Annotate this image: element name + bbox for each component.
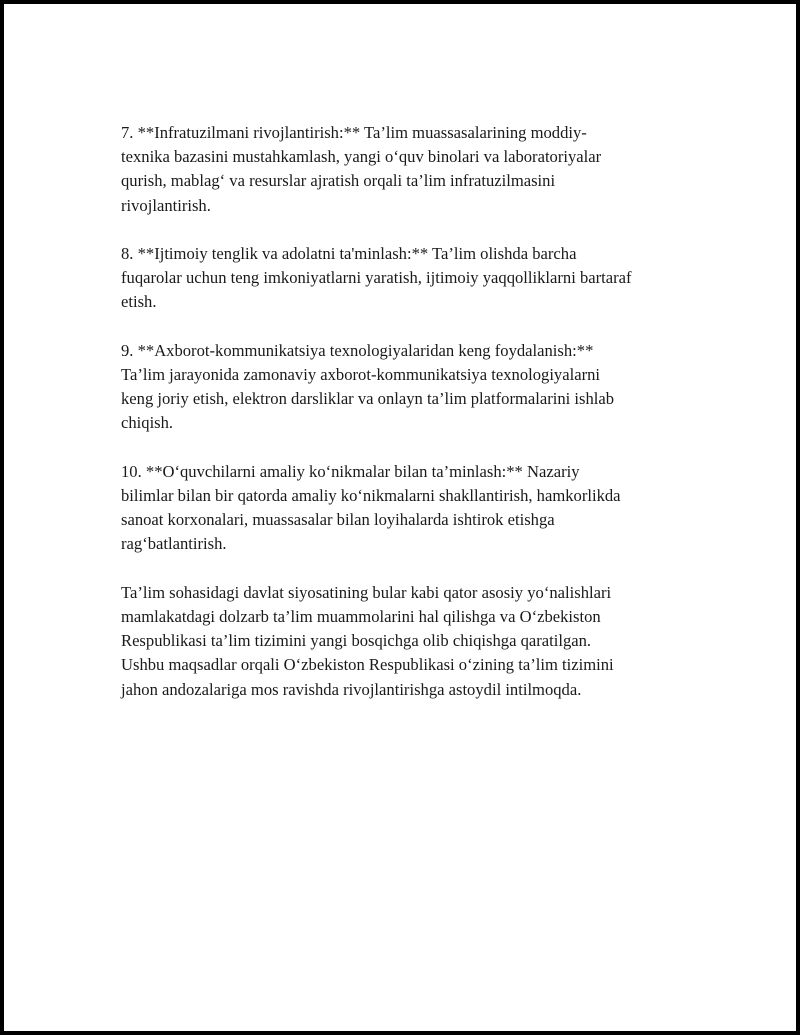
paragraph-social-equality: 8. **Ijtimoiy tenglik va adolatni ta'minlash:** Ta’lim olishda barcha fuqarolar uchun teng imkoniyatlarni yaratish, ijtimoiy yaqqolliklarni bartaraf etish. [121, 244, 632, 312]
paragraph-conclusion: Ta’lim sohasidagi davlat siyosatining bular kabi qator asosiy yo‘nalishlari mamlakatdagi dolzarb ta’lim muammolarini hal qilishga va O‘zbekiston Respublikasi ta’lim tizimini yangi bosqichga olib chiqishga qaratilgan. Ushbu maqsadlar orqali O‘zbekiston Respublikasi o‘zining ta’lim tizimini jahon andozalariga mos ravishda rivojlantirishga astoydil intilmoqda. [121, 582, 614, 699]
document-body [121, 121, 696, 726]
paragraph-infrastructure: 7. **Infratuzilmani rivojlantirish:** Ta’lim muassasalarining moddiy- texnika bazasini mustahkamlash, yangi o‘quv binolari va laboratoriyalar qurish, mablag‘ va resurslar ajratish orqali ta’lim infratuzilmasini rivojlantirish. [121, 123, 602, 215]
paragraph-practical-skills: 10. **O‘quvchilarni amaliy ko‘nikmalar bilan ta’minlash:** Nazariy bilimlar bilan bir qatorda amaliy ko‘nikmalarni shakllantirish, hamkorlikda sanoat korxonalari, muassasalar bilan loyihalarda ishtirok etishga rag‘batlantirish. [121, 461, 621, 554]
paragraph-ict: 9. **Axborot-kommunikatsiya texnologiyalaridan keng foydalanish:** Ta’lim jarayonida zamonaviy axborot-kommunikatsiya texnologiyalarni keng joriy etish, elektron darsliklar va onlayn ta’lim platformalarini ishlab chiqish. [121, 340, 615, 433]
